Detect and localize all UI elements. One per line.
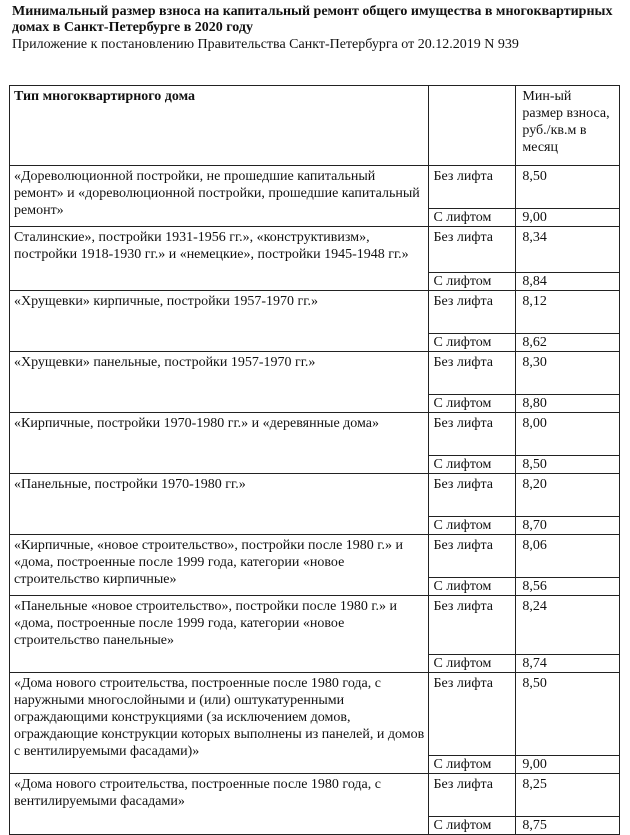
house-type-cell: «Хрущевки» панельные, постройки 1957-1970 гг.» <box>10 352 429 413</box>
table-row <box>10 774 620 817</box>
house-type-cell: «Панельные «новое строительство», постройки после 1980 г.» и «дома, построенные после 1999 года, категории «новое строительство панельные» <box>10 596 429 673</box>
no-lift-label: Без лифта <box>429 227 516 273</box>
no-lift-label: Без лифта <box>429 291 516 334</box>
no-lift-value: 8,50 <box>516 166 620 209</box>
no-lift-value: 8,12 <box>516 291 620 334</box>
lift-label: С лифтом <box>429 273 516 291</box>
table-row <box>10 673 620 756</box>
house-type-cell: «Дореволюционной постройки, не прошедшие капитальный ремонт» и «дореволюционной постройки, прошедшие капитальный ремонт» <box>10 166 429 227</box>
no-lift-value: 8,30 <box>516 352 620 395</box>
no-lift-label: Без лифта <box>429 774 516 817</box>
lift-value: 9,00 <box>516 209 620 227</box>
lift-value: 8,56 <box>516 578 620 596</box>
lift-label: С лифтом <box>429 517 516 535</box>
lift-label: С лифтом <box>429 578 516 596</box>
lift-value: 8,80 <box>516 395 620 413</box>
no-lift-label: Без лифта <box>429 413 516 456</box>
document-subtitle: Приложение к постановлению Правительства Санкт-Петербурга от 20.12.2019 N 939 <box>12 37 519 52</box>
table-header-row <box>10 86 620 166</box>
table-row <box>10 227 620 273</box>
no-lift-label: Без лифта <box>429 535 516 578</box>
lift-value: 8,70 <box>516 517 620 535</box>
table-row <box>10 474 620 517</box>
no-lift-value: 8,24 <box>516 596 620 655</box>
table-row <box>10 291 620 334</box>
table-row <box>10 596 620 655</box>
column-header-lift <box>429 86 516 166</box>
no-lift-label: Без лифта <box>429 673 516 756</box>
house-type-cell: «Хрущевки» кирпичные, постройки 1957-1970 гг.» <box>10 291 429 352</box>
table-row <box>10 352 620 395</box>
house-type-cell: Сталинские», постройки 1931-1956 гг.», «конструктивизм», постройки 1918-1930 гг.» и «немецкие», постройки 1945-1948 гг.» <box>10 227 429 291</box>
lift-label: С лифтом <box>429 456 516 474</box>
table-row <box>10 166 620 209</box>
house-type-cell: «Кирпичные, постройки 1970-1980 гг.» и «деревянные дома» <box>10 413 429 474</box>
lift-value: 9,00 <box>516 756 620 774</box>
no-lift-value: 8,25 <box>516 774 620 817</box>
lift-label: С лифтом <box>429 817 516 835</box>
no-lift-value: 8,20 <box>516 474 620 517</box>
no-lift-label: Без лифта <box>429 474 516 517</box>
lift-label: С лифтом <box>429 655 516 673</box>
document-title: Минимальный размер взноса на капитальный ремонт общего имущества в многоквартирных домах в Санкт-Петербурге в 2020 году <box>12 4 613 35</box>
no-lift-value: 8,50 <box>516 673 620 756</box>
lift-label: С лифтом <box>429 209 516 227</box>
lift-value: 8,75 <box>516 817 620 835</box>
no-lift-label: Без лифта <box>429 352 516 395</box>
house-type-cell: «Кирпичные, «новое строительство», постройки после 1980 г.» и «дома, построенные после 1999 года, категории «новое строительство кирпичные» <box>10 535 429 596</box>
no-lift-value: 8,34 <box>516 227 620 273</box>
table-row <box>10 413 620 456</box>
column-header-type: Тип многоквартирного дома <box>10 86 429 166</box>
house-type-cell: «Дома нового строительства, построенные после 1980 года, с наружными многослойными и (или) оштукатуренными ограждающими конструкциями (за исключением домов, ограждающие конструкции которых выполнены из панелей, и домов с вентилируемыми фасадами)» <box>10 673 429 774</box>
lift-label: С лифтом <box>429 756 516 774</box>
house-type-cell: «Панельные, постройки 1970-1980 гг.» <box>10 474 429 535</box>
no-lift-value: 8,00 <box>516 413 620 456</box>
lift-value: 8,62 <box>516 334 620 352</box>
document-header <box>12 4 622 53</box>
no-lift-label: Без лифта <box>429 596 516 655</box>
contribution-table <box>9 85 620 835</box>
table-row <box>10 535 620 578</box>
lift-value: 8,84 <box>516 273 620 291</box>
lift-label: С лифтом <box>429 334 516 352</box>
house-type-cell: «Дома нового строительства, построенные после 1980 года, с вентилируемыми фасадами» <box>10 774 429 835</box>
lift-value: 8,74 <box>516 655 620 673</box>
lift-value: 8,50 <box>516 456 620 474</box>
no-lift-value: 8,06 <box>516 535 620 578</box>
no-lift-label: Без лифта <box>429 166 516 209</box>
table-body <box>10 166 620 835</box>
column-header-value: Мин-ый размер взноса, руб./кв.м в месяц <box>516 86 620 166</box>
lift-label: С лифтом <box>429 395 516 413</box>
